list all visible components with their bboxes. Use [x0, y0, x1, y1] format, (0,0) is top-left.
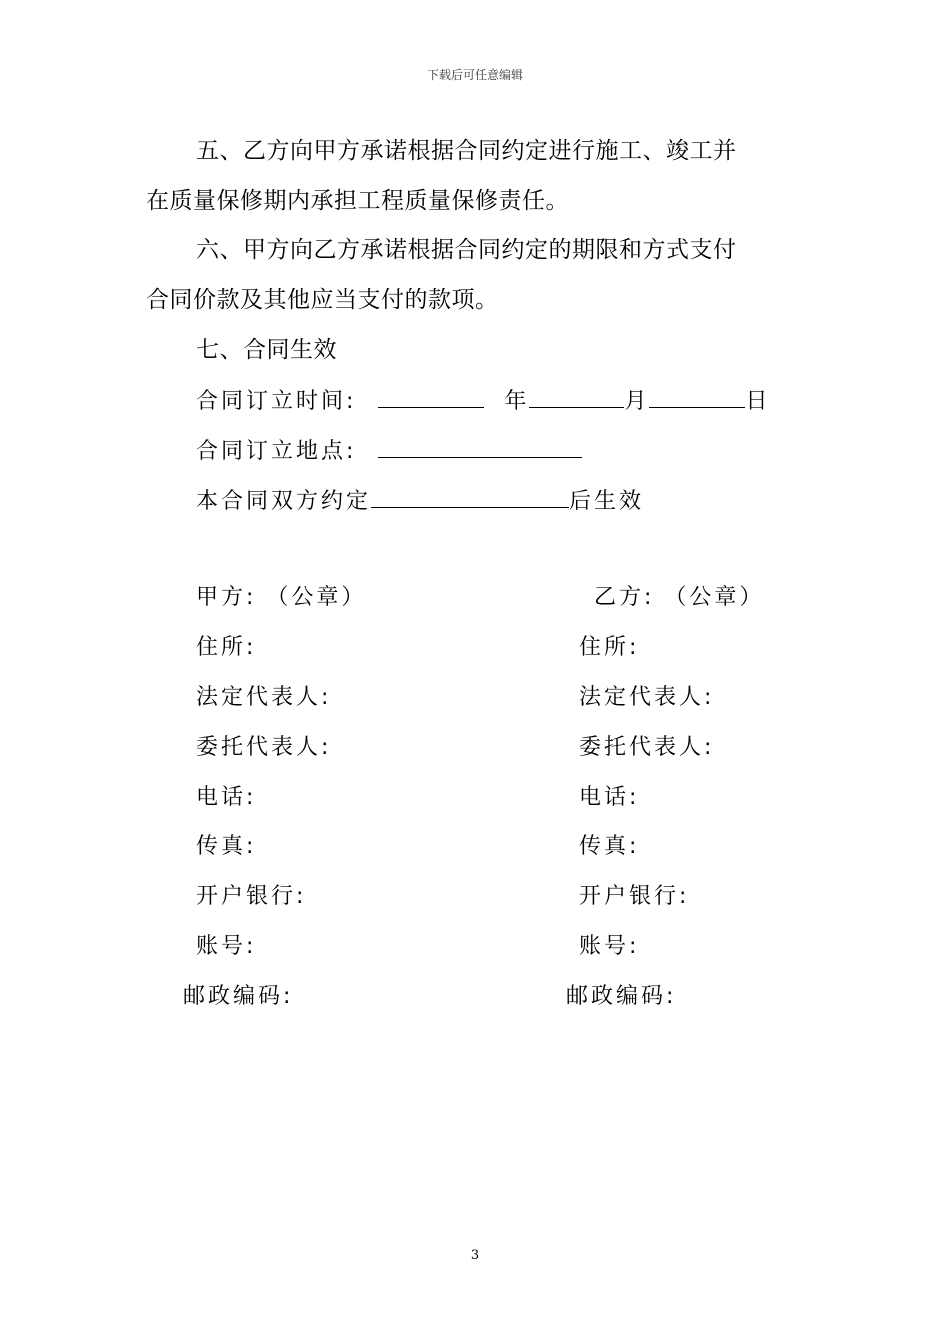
party-a-title: 甲方: （公章）	[196, 585, 367, 610]
page-header: 下载后可任意编辑	[426, 68, 523, 82]
party-b-postcode: 邮政编码:	[566, 984, 677, 1009]
signing-time-row	[196, 385, 770, 416]
clause-six-line2: 合同价款及其他应当支付的款项。	[146, 287, 499, 313]
party-a-bank: 开户银行:	[196, 884, 307, 909]
party-b-legal-rep: 法定代表人:	[579, 685, 715, 710]
condition-blank[interactable]	[371, 485, 569, 508]
month-blank[interactable]	[529, 385, 624, 408]
year-blank[interactable]	[378, 385, 484, 408]
party-b-bank: 开户银行:	[579, 884, 690, 909]
year-label: 年	[504, 389, 530, 414]
party-a-postcode: 邮政编码:	[183, 984, 294, 1009]
clause-five-line1: 五、乙方向甲方承诺根据合同约定进行施工、竣工并	[196, 138, 737, 164]
clause-five-line2: 在质量保修期内承担工程质量保修责任。	[146, 188, 569, 214]
party-b-phone: 电话:	[579, 785, 640, 810]
party-b-fax: 传真:	[579, 834, 640, 859]
signing-place-label: 合同订立地点:	[196, 439, 357, 464]
clause-seven-title: 七、合同生效	[196, 337, 337, 363]
signing-place-row	[196, 435, 582, 466]
agreed-prefix: 本合同双方约定	[196, 489, 372, 514]
page-number: 3	[470, 1248, 480, 1263]
signing-time-label: 合同订立时间:	[196, 389, 357, 414]
agreed-suffix: 后生效	[569, 489, 645, 514]
party-a-legal-rep: 法定代表人:	[196, 685, 332, 710]
party-b-agent-rep: 委托代表人:	[579, 735, 715, 760]
day-blank[interactable]	[649, 385, 745, 408]
place-blank[interactable]	[378, 435, 582, 458]
party-a-account: 账号:	[196, 934, 257, 959]
party-b-address: 住所:	[579, 635, 640, 660]
day-label: 日	[745, 389, 771, 414]
effective-condition-row	[196, 485, 644, 516]
clause-six-line1: 六、甲方向乙方承诺根据合同约定的期限和方式支付	[196, 237, 737, 263]
party-b-account: 账号:	[579, 934, 640, 959]
party-a-phone: 电话:	[196, 785, 257, 810]
party-a-fax: 传真:	[196, 834, 257, 859]
party-a-agent-rep: 委托代表人:	[196, 735, 332, 760]
party-a-address: 住所:	[196, 635, 257, 660]
party-b-title: 乙方: （公章）	[594, 585, 765, 610]
month-label: 月	[624, 389, 650, 414]
